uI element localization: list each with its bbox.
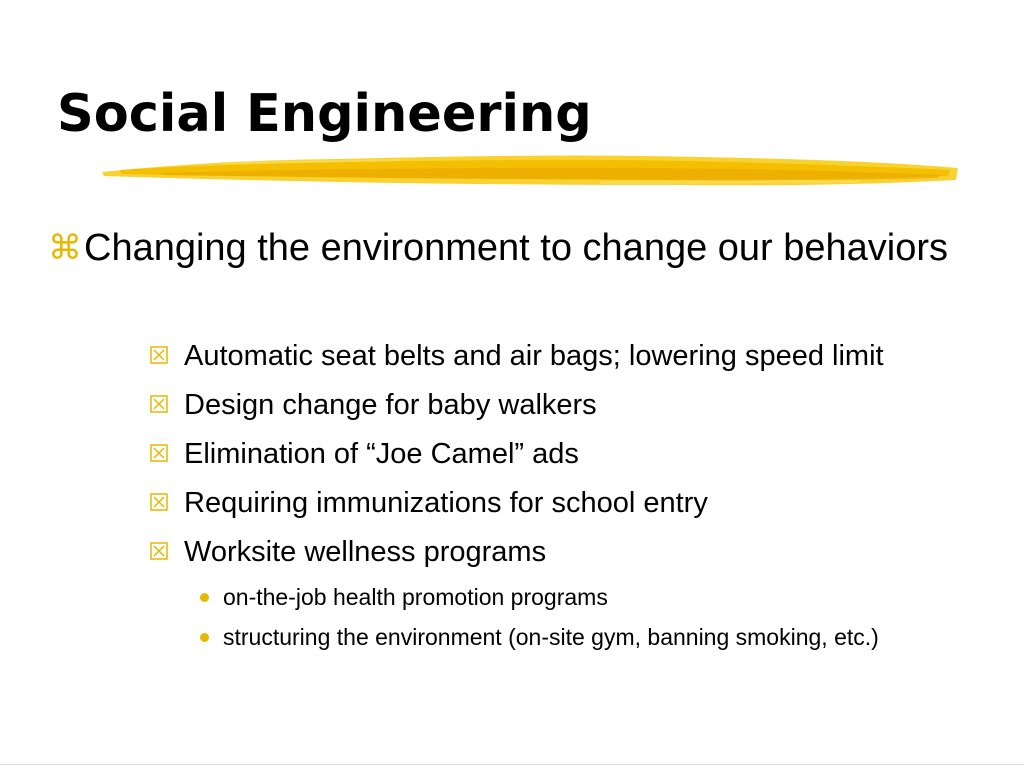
x-box-bullet-icon [150,542,168,560]
dot-bullet-icon [200,633,209,642]
dot-bullet-icon [200,593,209,602]
main-bullet [48,224,968,272]
x-box-bullet-icon [150,395,168,413]
sub-bullet-text: Automatic seat belts and air bags; lowering speed limit [184,340,884,372]
z-bullet-icon: ⌘ [48,229,82,267]
sub-sub-bullet-text: structuring the environment (on-site gym, banning smoking, etc.) [223,624,879,650]
sub-bullet-text: Requiring immunizations for school entry [184,487,708,519]
sub-bullet-text: Worksite wellness programs [184,536,547,568]
x-box-bullet-icon [150,493,168,511]
slide-title: Social Engineering [57,84,592,144]
x-box-bullet-icon [150,444,168,462]
footer-divider [0,764,1024,765]
sub-sub-bullet [200,619,1000,655]
sub-bullet-text: Elimination of “Joe Camel” ads [184,438,579,470]
x-box-bullet-icon [150,346,168,364]
main-bullet-text: Changing the environment to change our behaviors [84,227,949,269]
sub-sub-bullet-text: on-the-job health promotion programs [223,584,608,610]
sub-bullet-text: Design change for baby walkers [184,389,597,421]
title-underline-brushstroke [100,150,960,192]
sub-sub-bullet [200,579,1000,615]
